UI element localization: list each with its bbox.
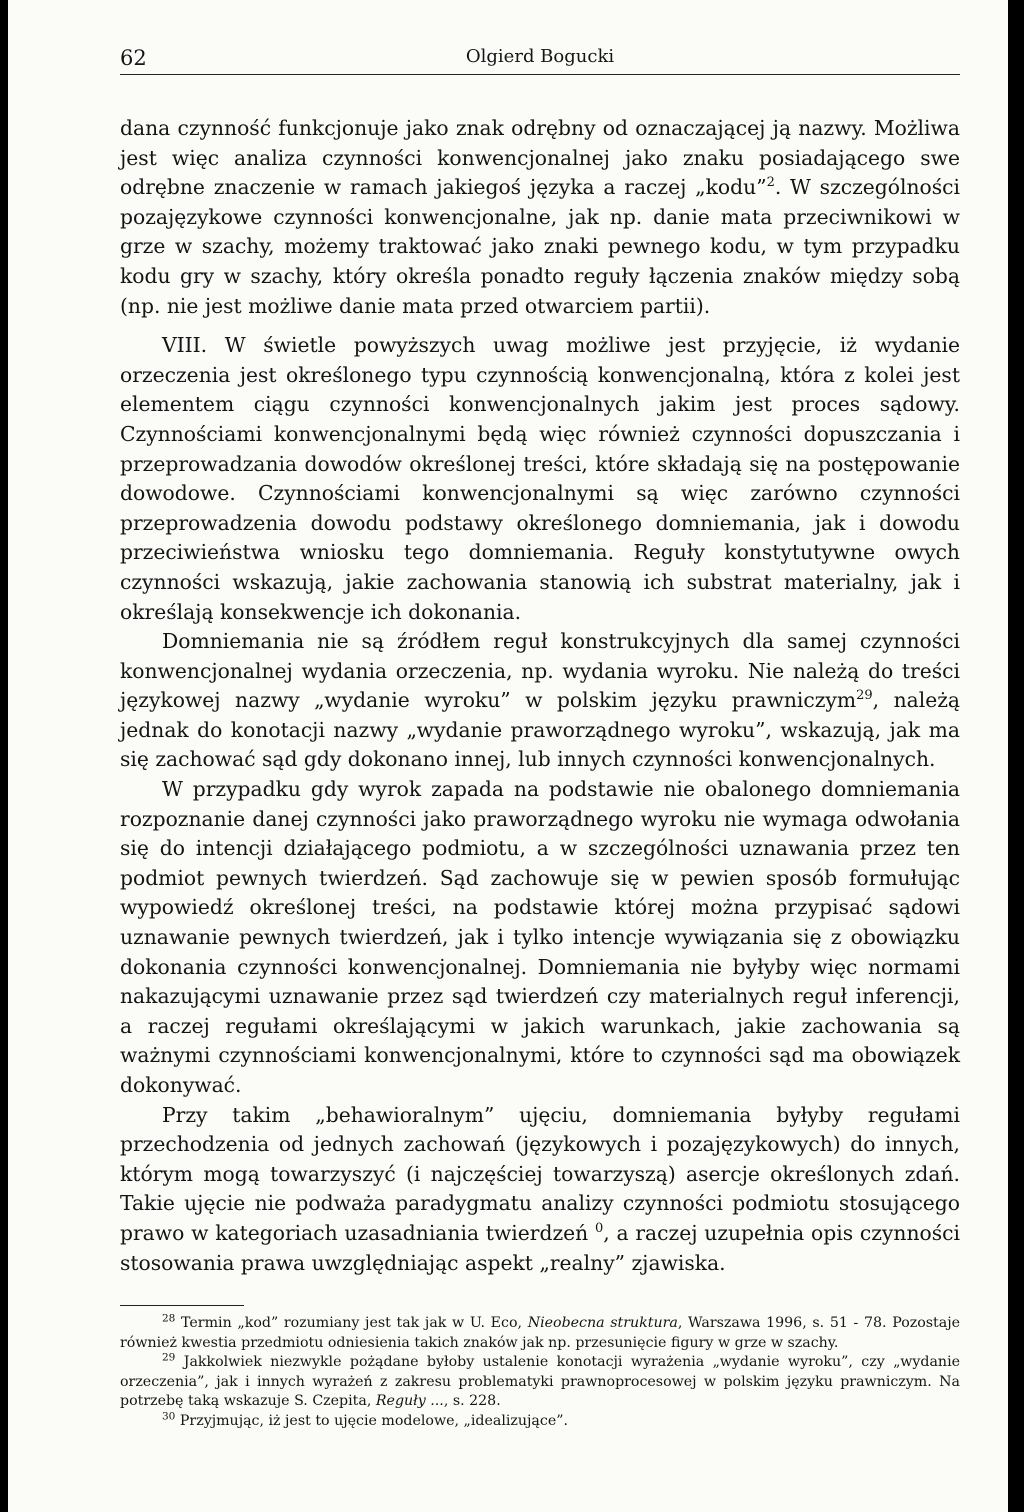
footnotes <box>120 1314 960 1431</box>
page-header <box>120 40 960 78</box>
footnote-text: Przyjmując, iż jest to ujęcie modelowe, „idealizujące”. <box>175 1412 568 1429</box>
body-text <box>120 114 960 1278</box>
paragraph-1-text-a: dana czynność funkcjonuje jako znak odrębny od oznaczającej ją nazwy. Możliwa jest więc analiza czynności konwencjonalnej jako znaku posiadającego swe odrębne znaczenie w ramach jakiegoś języka a raczej „kodu” <box>120 116 960 200</box>
running-title: Olgierd Bogucki <box>465 46 615 67</box>
section-number: VIII. <box>162 333 208 358</box>
paragraph-3-text-b: , należą jednak do konotacji nazwy „wydanie praworządnego wyroku”, wskazują, jak ma się zachować sąd gdy dokonano innej, lub innych czynności konwencjonalnych. <box>120 688 960 772</box>
paragraph-3-text-a: Domniemania nie są źródłem reguł konstrukcyjnych dla samej czynności konwencjonalnej wydania orzeczenia, np. wydania wyroku. Nie należą do treści językowej nazwy „wydanie wyroku” w polskim języku prawniczym <box>120 629 960 713</box>
paragraph-5-text-b: , a raczej uzupełnia opis czynności stosowania prawa uwzględniając aspekt „realny” zjawiska. <box>120 1220 960 1275</box>
header-rule <box>120 74 960 75</box>
footnote-separator <box>120 1305 244 1306</box>
footnote-text: Termin „kod” rozumiany jest tak jak w U. Eco, <box>175 1315 528 1331</box>
footnote-30 <box>120 1409 960 1432</box>
footnote-number: 28 <box>162 1312 176 1325</box>
footnote-italic-title: Reguły ... <box>375 1393 444 1409</box>
footnote-number: 30 <box>162 1409 176 1422</box>
footnote-ref-29: 29 <box>856 688 873 704</box>
paragraph-3 <box>120 627 960 775</box>
paragraph-1 <box>120 114 960 321</box>
footnote-28 <box>120 1314 960 1353</box>
footnote-ref-30: 0 <box>595 1221 604 1237</box>
document-page <box>8 0 1008 1512</box>
footnote-text-end: , s. 228. <box>443 1393 501 1409</box>
paragraph-1-text-b: . W szczególności pozajęzykowe czynności konwencjonalne, jak np. danie mata przeciwnikowi w grze w szachy, możemy traktować jako znaki pewnego kodu, w tym przypadku kodu gry w szachy, który określa ponadto reguły łączenia znaków między sobą (np. nie jest możliwe danie mata przed otwarciem partii). <box>120 175 961 318</box>
page-number: 62 <box>120 46 147 70</box>
footnote-number: 29 <box>162 1351 176 1364</box>
footnote-text-end: , Warszawa 1996, s. 51 - 78. Pozostaje również kwestia przedmiotu odniesienia takich znaków jak np. przesunięcie figury w grze w szachy. <box>120 1315 960 1351</box>
paragraph-5-text-a: Przy takim „behawioralnym” ujęciu, domniemania byłyby regułami przechodzenia od jednych zachowań (językowych i pozajęzykowych) do innych, którym mogą towarzyszyć (i najczęściej towarzyszą) asercje określonych zdań. Takie ujęcie nie podważa paradygmatu analizy czynności podmiotu stosującego prawo w kategoriach uzasadniania twierdzeń <box>120 1102 960 1245</box>
paragraph-section-viii <box>120 331 960 627</box>
footnote-ref-28: 2 <box>766 175 775 191</box>
paragraph-5 <box>120 1101 960 1279</box>
footnote-text: Jakkolwiek niezwykle pożądane byłoby ustalenie konotacji wyrażenia „wydanie wyroku”, czy „wydanie orzeczenia”, jak i innych wyrażeń z zakresu problematyki prawnoprocesowej w polskim języku prawniczym. Na potrzebę taką wskazuje S. Czepita, <box>120 1354 960 1409</box>
footnote-italic-title: Nieobecna struktura <box>527 1315 678 1331</box>
paragraph-section-viii-text: W świetle powyższych uwag możliwe jest przyjęcie, iż wydanie orzeczenia jest określonego typu czynnością konwencjonalną, która z kolei jest elementem ciągu czynności konwencjonalnych jakim jest proces sądowy. Czynnościami konwencjonalnymi będą więc również czynności dopuszczania i przeprowadzania dowodów określonej treści, które składają się na postępowanie dowodowe. Czynnościami konwencjonalnymi są więc zarówno czynności przeprowadzenia dowodu podstawy określonego domniemania, jak i dowodu przeciwieństwa wniosku tego domniemania. Reguły konstytutywne owych czynności wskazują, jakie zachowania stanowią ich substrat materialny, jak i określają konsekwencje ich dokonania. <box>120 333 960 624</box>
footnote-29 <box>120 1353 960 1412</box>
paragraph-4: W przypadku gdy wyrok zapada na podstawie nie obalonego domniemania rozpoznanie danej czynności jako praworządnego wyroku nie wymaga odwołania się do intencji działającego podmiotu, a w szczególności uznawania przez ten podmiot pewnych twierdzeń. Sąd zachowuje się w pewien sposób formułując wypowiedź określonej treści, na podstawie której można przypisać sądowi uznawanie pewnych twierdzeń, jak i tylko intencje wywiązania się z obowiązku dokonania czynności konwencjonalnej. Domniemania nie byłyby więc normami nakazującymi uznawanie przez sąd twierdzeń czy materialnych reguł inferencji, a raczej regułami określającymi w jakich warunkach, jakie zachowania są ważnymi czynnościami konwencjonalnymi, które to czynności sąd ma obowiązek dokonywać. <box>120 777 960 1097</box>
